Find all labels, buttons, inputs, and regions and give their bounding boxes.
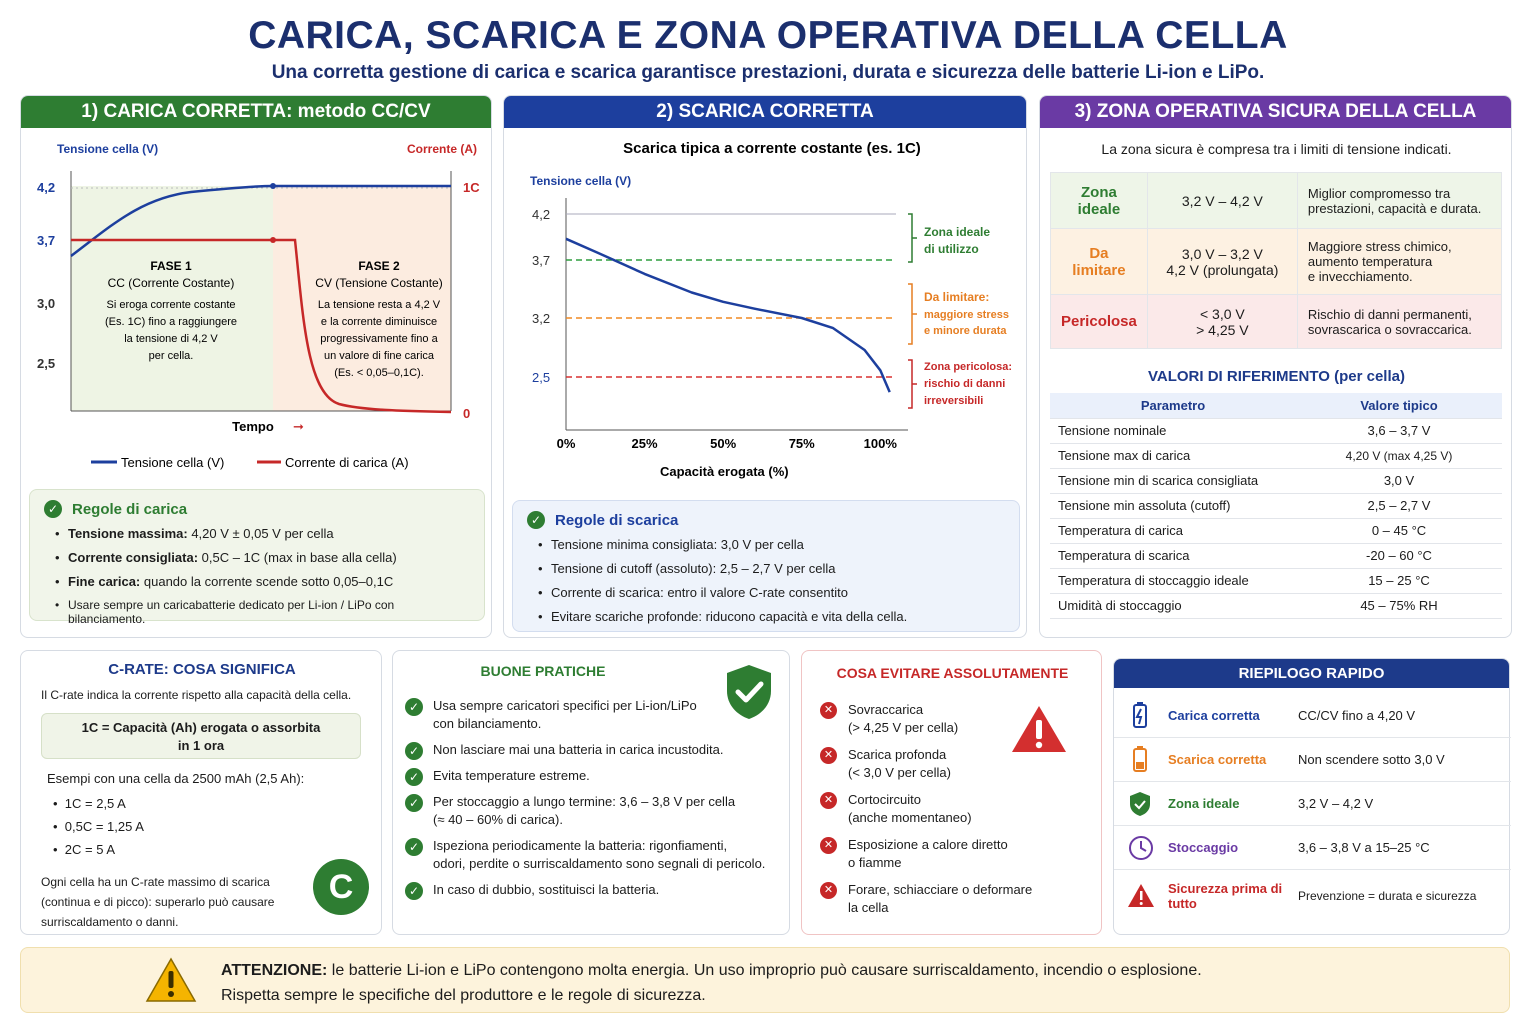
avoid-item: ✕ Cortocircuito (anche momentaneo) — [820, 791, 1020, 827]
check-icon: ✓ — [44, 500, 62, 518]
x-tick: 0% — [556, 436, 576, 451]
charge-chart — [21, 136, 491, 496]
ref-row: Temperatura di carica 0 – 45 °C — [1050, 518, 1502, 543]
warning-text: ATTENZIONE: le batterie Li-ion e LiPo contengono molta energia. Un uso improprio può causare surriscaldamento, incendio o esplosione. Rispetta sempre le specifiche del produttore e le regole di sicurezza. — [221, 962, 1202, 1004]
crate-example: • 2C = 5 A — [53, 842, 116, 857]
ref-row: Temperatura di stoccaggio ideale 15 – 25 °C — [1050, 568, 1502, 593]
crate-formula-box: 1C = Capacità (Ah) erogata o assorbita in 1 ora — [41, 713, 361, 759]
phase2-sub: CV (Tensione Costante) — [315, 276, 443, 290]
phase1-text: la tensione di 4,2 V — [124, 333, 218, 345]
crate-note: Ogni cella ha un C-rate massimo di scarica (continua e di picco): superarlo può causare surriscaldamento o danni. — [41, 875, 275, 929]
phase2-text: un valore di fine carica — [323, 350, 435, 362]
discharge-rules-title: Regole di scarica — [555, 511, 679, 529]
crate-title: C-RATE: COSA SIGNIFICA — [108, 661, 296, 678]
warning-icon — [145, 956, 197, 1004]
page-subtitle: Una corretta gestione di carica e scarica garantisce prestazioni, durata e sicurezza delle batterie Li-ion e LiPo. — [271, 62, 1265, 83]
x-tick: 25% — [631, 436, 658, 451]
x-icon: ✕ — [820, 792, 837, 809]
zone-limit-label: Da limitare: — [924, 290, 990, 304]
check-icon: ✓ — [527, 511, 545, 529]
ref-row: Tensione min assoluta (cutoff) 2,5 – 2,7 V — [1050, 493, 1502, 518]
crate-examples-title: Esempi con una cella da 2500 mAh (2,5 Ah): — [47, 771, 305, 786]
y-tick: 2,5 — [37, 356, 56, 371]
crate-panel — [20, 650, 382, 935]
phase1-text: (Es. 1C) fino a raggiungere — [104, 316, 238, 328]
legend-voltage: Tensione cella (V) — [121, 455, 225, 470]
zone-danger-label: Zona pericolosa: — [924, 361, 1013, 373]
ref-col-header: Parametro — [1050, 393, 1296, 418]
charge-panel — [20, 95, 492, 638]
transition-point — [270, 237, 276, 243]
check-icon: ✓ — [405, 768, 423, 786]
y-tick: 3,2 — [532, 311, 551, 326]
x-icon: ✕ — [820, 747, 837, 764]
discharge-curve — [566, 239, 890, 392]
ylabel-right: Corrente (A) — [407, 142, 478, 156]
crate-example: • 1C = 2,5 A — [53, 796, 126, 811]
avoid-item: ✕ Esposizione a calore diretto o fiamme — [820, 836, 1020, 872]
practice-item: ✓ Per stoccaggio a lungo termine: 3,6 – 3,8 V per cella (≈ 40 – 60% di carica). — [405, 793, 785, 829]
zone-panel — [1039, 95, 1512, 638]
charge-rule: • Usare sempre un caricabatterie dedicato per Li-ion / LiPo con bilanciamento. — [68, 598, 470, 626]
zone-intro: La zona sicura è compresa tra i limiti di tensione indicati. — [1101, 141, 1452, 157]
discharge-rule: • Tensione minima consigliata: 3,0 V per cella — [551, 537, 1005, 552]
charge-rules-title: Regole di carica — [72, 500, 188, 518]
zone-brace — [908, 284, 917, 344]
x-icon: ✕ — [820, 837, 837, 854]
y-tick: 3,7 — [37, 233, 56, 248]
ref-col-header: Valore tipico — [1296, 393, 1502, 418]
x-tick: 75% — [788, 436, 815, 451]
summary-list — [1114, 694, 1511, 934]
practice-item: ✓ Ispeziona periodicamente la batteria: rigonfiamenti, odori, perdite o surriscaldamento sono segnali di pericolo. — [405, 837, 785, 873]
discharge-rule: • Tensione di cutoff (assoluto): 2,5 – 2,7 V per cella — [551, 561, 1005, 576]
x-tick: 50% — [710, 436, 737, 451]
practice-item: ✓ In caso di dubbio, sostituisci la batteria. — [405, 881, 785, 899]
zone-brace — [908, 360, 917, 408]
summary-header: RIEPILOGO RAPIDO — [1114, 659, 1509, 688]
phase2-text: e la corrente diminuisce — [320, 316, 438, 328]
zone-ideal-label: Zona ideale — [924, 225, 991, 239]
phase2-text: progressivamente fino a — [320, 333, 438, 345]
charge-rule: • Tensione massima: 4,20 V ± 0,05 V per cella — [68, 526, 470, 541]
phase1-title: FASE 1 — [150, 259, 192, 273]
avoid-item: ✕ Sovraccarica (> 4,25 V per cella) — [820, 701, 1020, 737]
avoid-item: ✕ Forare, schiacciare o deformare la cella — [820, 881, 1060, 917]
phase2-title: FASE 2 — [358, 259, 400, 273]
zone-limit-label: e minore durata — [924, 325, 1007, 337]
summary-row: Scarica corretta Non scendere sotto 3,0 V — [1114, 738, 1511, 782]
zone-table — [1050, 172, 1502, 349]
summary-row: Stoccaggio 3,6 – 3,8 V a 15–25 °C — [1114, 826, 1511, 870]
avoid-panel — [801, 650, 1102, 935]
discharge-rule: • Corrente di scarica: entro il valore C-rate consentito — [551, 585, 1005, 600]
crate-intro: Il C-rate indica la corrente rispetto alla capacità della cella. — [41, 688, 352, 702]
ref-row: Umidità di stoccaggio 45 – 75% RH — [1050, 593, 1502, 618]
avoid-title: COSA EVITARE ASSOLUTAMENTE — [836, 665, 1069, 681]
check-icon: ✓ — [405, 698, 423, 716]
right-tick: 0 — [463, 406, 471, 421]
ref-row: Tensione min di scarica consigliata 3,0 V — [1050, 468, 1502, 493]
discharge-panel — [503, 95, 1027, 638]
check-icon: ✓ — [405, 882, 423, 900]
clock-icon — [1114, 833, 1158, 863]
crate-example: • 0,5C = 1,25 A — [53, 819, 144, 834]
discharge-chart-title: Scarica tipica a corrente costante (es. 1C) — [623, 140, 921, 157]
practices-panel — [392, 650, 790, 935]
zone-row: Pericolosa < 3,0 V > 4,25 V Rischio di danni permanenti, sovrascarica o sovraccarica. — [1051, 295, 1502, 349]
discharge-xlabel: Capacità erogata (%) — [660, 464, 789, 479]
ref-table — [1050, 393, 1502, 619]
ref-title: VALORI DI RIFERIMENTO (per cella) — [1148, 368, 1405, 385]
practices-list — [405, 697, 785, 907]
warning-banner — [20, 947, 1510, 1013]
charge-rule: • Fine carica: quando la corrente scende sotto 0,05–0,1C — [68, 574, 470, 589]
charge-rules — [29, 489, 485, 626]
y-tick: 4,2 — [532, 207, 551, 222]
discharge-header: 2) SCARICA CORRETTA — [504, 96, 1026, 128]
crate-logo-icon: C — [313, 859, 369, 915]
zone-brace — [908, 214, 917, 262]
page-title: CARICA, SCARICA E ZONA OPERATIVA DELLA CELLA — [248, 14, 1288, 57]
x-icon: ✕ — [820, 882, 837, 899]
x-label: Tempo — [232, 419, 274, 434]
practice-item: ✓ Non lasciare mai una batteria in carica incustodita. — [405, 741, 785, 759]
y-tick: 3,0 — [37, 296, 56, 311]
zone-header: 3) ZONA OPERATIVA SICURA DELLA CELLA — [1040, 96, 1511, 128]
phase1-sub: CC (Corrente Costante) — [107, 276, 235, 290]
avoid-list — [820, 701, 1033, 926]
summary-row: Sicurezza prima di tutto Prevenzione = durata e sicurezza — [1114, 870, 1511, 922]
discharge-rules — [512, 500, 1020, 632]
discharge-chart — [504, 136, 1026, 536]
summary-row: Zona ideale 3,2 V – 4,2 V — [1114, 782, 1511, 826]
zone-row: Zona ideale 3,2 V – 4,2 V Miglior compromesso tra prestazioni, capacità e durata. — [1051, 173, 1502, 229]
zone-danger-label: irreversibili — [924, 395, 984, 407]
zone-limit-label: maggiore stress — [924, 309, 1009, 321]
check-icon: ✓ — [405, 838, 423, 856]
phase2-text: La tensione resta a 4,2 V — [317, 299, 441, 311]
phase1-text: per cella. — [148, 350, 194, 362]
charge-rule: • Corrente consigliata: 0,5C – 1C (max in base alla cella) — [68, 550, 470, 565]
y-tick: 3,7 — [532, 253, 551, 268]
practices-title: BUONE PRATICHE — [480, 663, 606, 679]
check-icon: ✓ — [405, 742, 423, 760]
discharge-rule: • Evitare scariche profonde: riducono capacità e vita della cella. — [551, 609, 1005, 624]
transition-point — [270, 183, 276, 189]
shield-check-icon — [1114, 789, 1158, 819]
battery-low-icon — [1114, 745, 1158, 775]
y-tick: 4,2 — [37, 180, 56, 195]
ylabel-left: Tensione cella (V) — [57, 142, 159, 156]
legend-current: Corrente di carica (A) — [285, 455, 409, 470]
arrow-right-icon: ➞ — [293, 419, 304, 434]
x-tick: 100% — [863, 436, 897, 451]
warning-icon — [1114, 881, 1158, 911]
zone-ideal-label: di utilizzo — [924, 242, 979, 256]
zone-row: Da limitare 3,0 V – 3,2 V 4,2 V (prolungata) Maggiore stress chimico, aumento temperatura e invecchiamento. — [1051, 229, 1502, 295]
practice-item: ✓ Usa sempre caricatori specifici per Li-ion/LiPo con bilanciamento. — [405, 697, 785, 733]
y-tick: 2,5 — [532, 370, 551, 385]
ref-row: Temperatura di scarica -20 – 60 °C — [1050, 543, 1502, 568]
summary-row: Carica corretta CC/CV fino a 4,20 V — [1114, 694, 1511, 738]
discharge-ylabel: Tensione cella (V) — [530, 174, 632, 188]
summary-panel — [1113, 658, 1510, 935]
right-tick: 1C — [463, 180, 480, 195]
phase1-text: Si eroga corrente costante — [106, 299, 236, 311]
battery-charge-icon — [1114, 701, 1158, 731]
zone-danger-label: rischio di danni — [924, 378, 1006, 390]
practice-item: ✓ Evita temperature estreme. — [405, 767, 785, 785]
phase2-text: (Es. < 0,05–0,1C). — [334, 367, 424, 379]
ref-row: Tensione nominale 3,6 – 3,7 V — [1050, 418, 1502, 443]
avoid-item: ✕ Scarica profonda (< 3,0 V per cella) — [820, 746, 1020, 782]
ref-row: Tensione max di carica 4,20 V (max 4,25 V) — [1050, 443, 1502, 468]
x-icon: ✕ — [820, 702, 837, 719]
check-icon: ✓ — [405, 794, 423, 812]
charge-header: 1) CARICA CORRETTA: metodo CC/CV — [21, 96, 491, 128]
